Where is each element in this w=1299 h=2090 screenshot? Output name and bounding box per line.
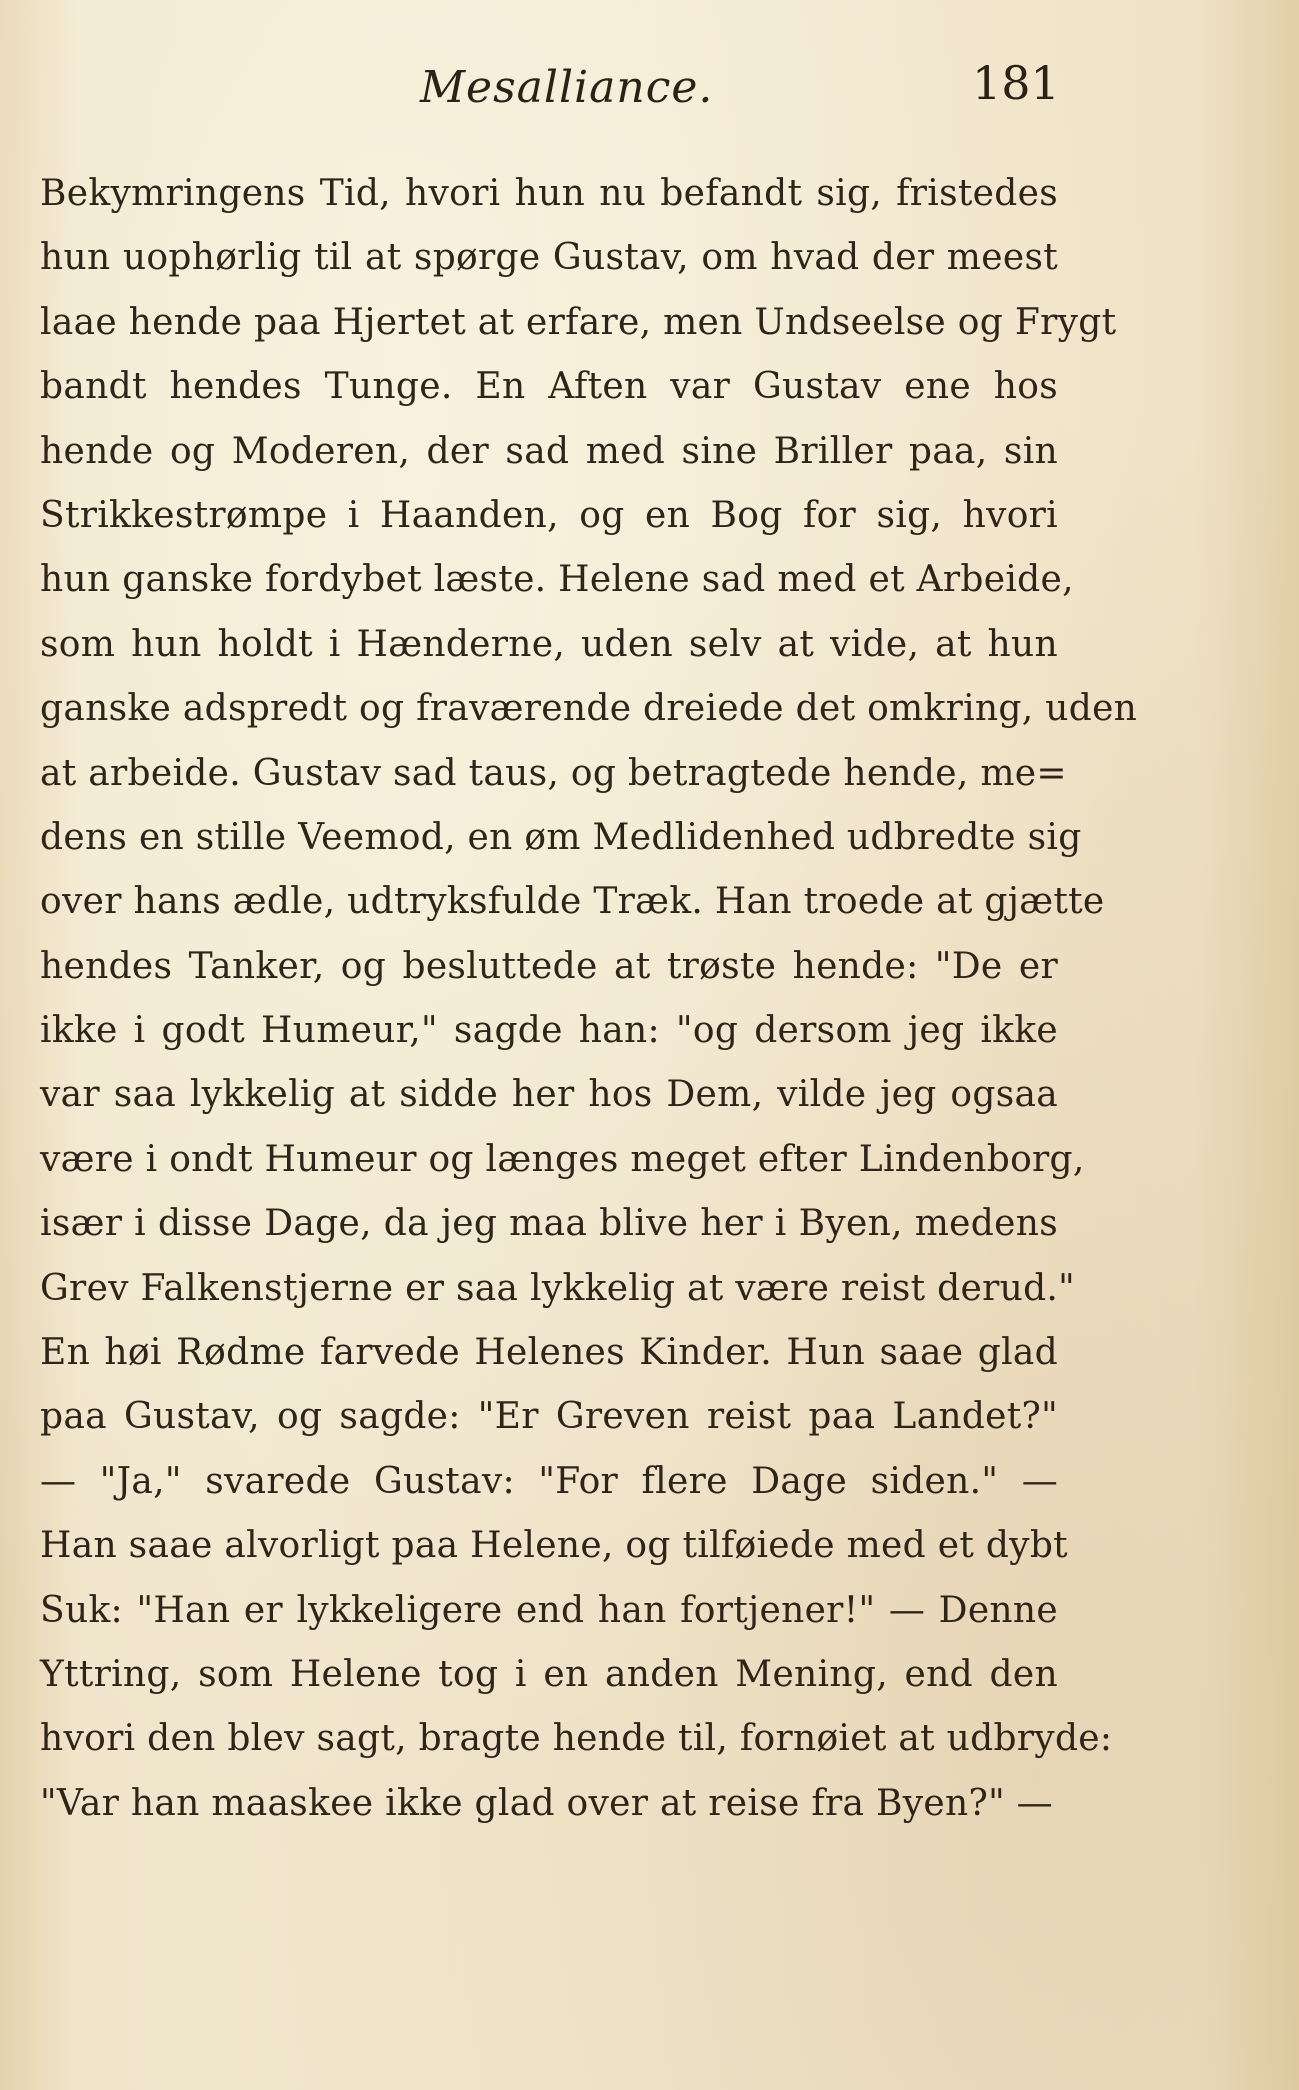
text-line: bandt hendes Tunge. En Aften var Gustav ene hos — [40, 366, 1058, 408]
text-line: være i ondt Humeur og længes meget efter Lindenborg, — [40, 1138, 1085, 1180]
text-line: ganske adspredt og fraværende dreiede det omkring, uden — [40, 688, 1138, 730]
text-line: laae hende paa Hjertet at erfare, men Undseelse og Frygt — [40, 301, 1117, 343]
text-line: ikke i godt Humeur," sagde han: "og dersom jeg ikke — [40, 1010, 1058, 1052]
running-title: Mesalliance. — [420, 62, 714, 113]
text-line: Yttring, som Helene tog i en anden Mening, end den — [40, 1653, 1058, 1695]
text-line: En høi Rødme farvede Helenes Kinder. Hun saae glad — [40, 1332, 1058, 1374]
text-line: dens en stille Veemod, en øm Medlidenhed udbredte sig — [40, 816, 1082, 858]
text-line: hende og Moderen, der sad med sine Briller paa, sin — [40, 430, 1058, 472]
text-line: især i disse Dage, da jeg maa blive her i Byen, medens — [40, 1203, 1058, 1245]
text-line: "Var han maaskee ikke glad over at reise fra Byen?" — — [40, 1782, 1053, 1824]
text-line: hun ganske fordybet læste. Helene sad med et Arbeide, — [40, 559, 1074, 601]
text-line: at arbeide. Gustav sad taus, og betragtede hende, me= — [40, 752, 1067, 794]
text-line: — "Ja," svarede Gustav: "For flere Dage siden." — — [40, 1460, 1058, 1502]
text-line: Suk: "Han er lykkeligere end han fortjener!" — Denne — [40, 1589, 1058, 1631]
text-line: som hun holdt i Hænderne, uden selv at vide, at hun — [40, 623, 1058, 665]
text-line: Han saae alvorligt paa Helene, og tilføiede med et dybt — [40, 1525, 1068, 1567]
text-line: hun uophørlig til at spørge Gustav, om hvad der meest — [40, 237, 1058, 279]
text-line: hvori den blev sagt, bragte hende til, fornøiet at udbryde: — [40, 1718, 1113, 1760]
text-line: var saa lykkelig at sidde her hos Dem, vilde jeg ogsaa — [40, 1074, 1058, 1116]
body-text — [40, 162, 1138, 1836]
text-line: Strikkestrømpe i Haanden, og en Bog for sig, hvori — [40, 494, 1058, 536]
text-line: over hans ædle, udtryksfulde Træk. Han troede at gjætte — [40, 881, 1105, 923]
text-line: Grev Falkenstjerne er saa lykkelig at være reist derud." — [40, 1267, 1076, 1309]
page-header — [0, 52, 1299, 122]
page-number: 181 — [972, 56, 1060, 110]
text-line: paa Gustav, og sagde: "Er Greven reist paa Landet?" — [40, 1396, 1058, 1438]
text-line: Bekymringens Tid, hvori hun nu befandt sig, fristedes — [40, 173, 1058, 214]
text-line: hendes Tanker, og besluttede at trøste hende: "De er — [40, 945, 1058, 987]
